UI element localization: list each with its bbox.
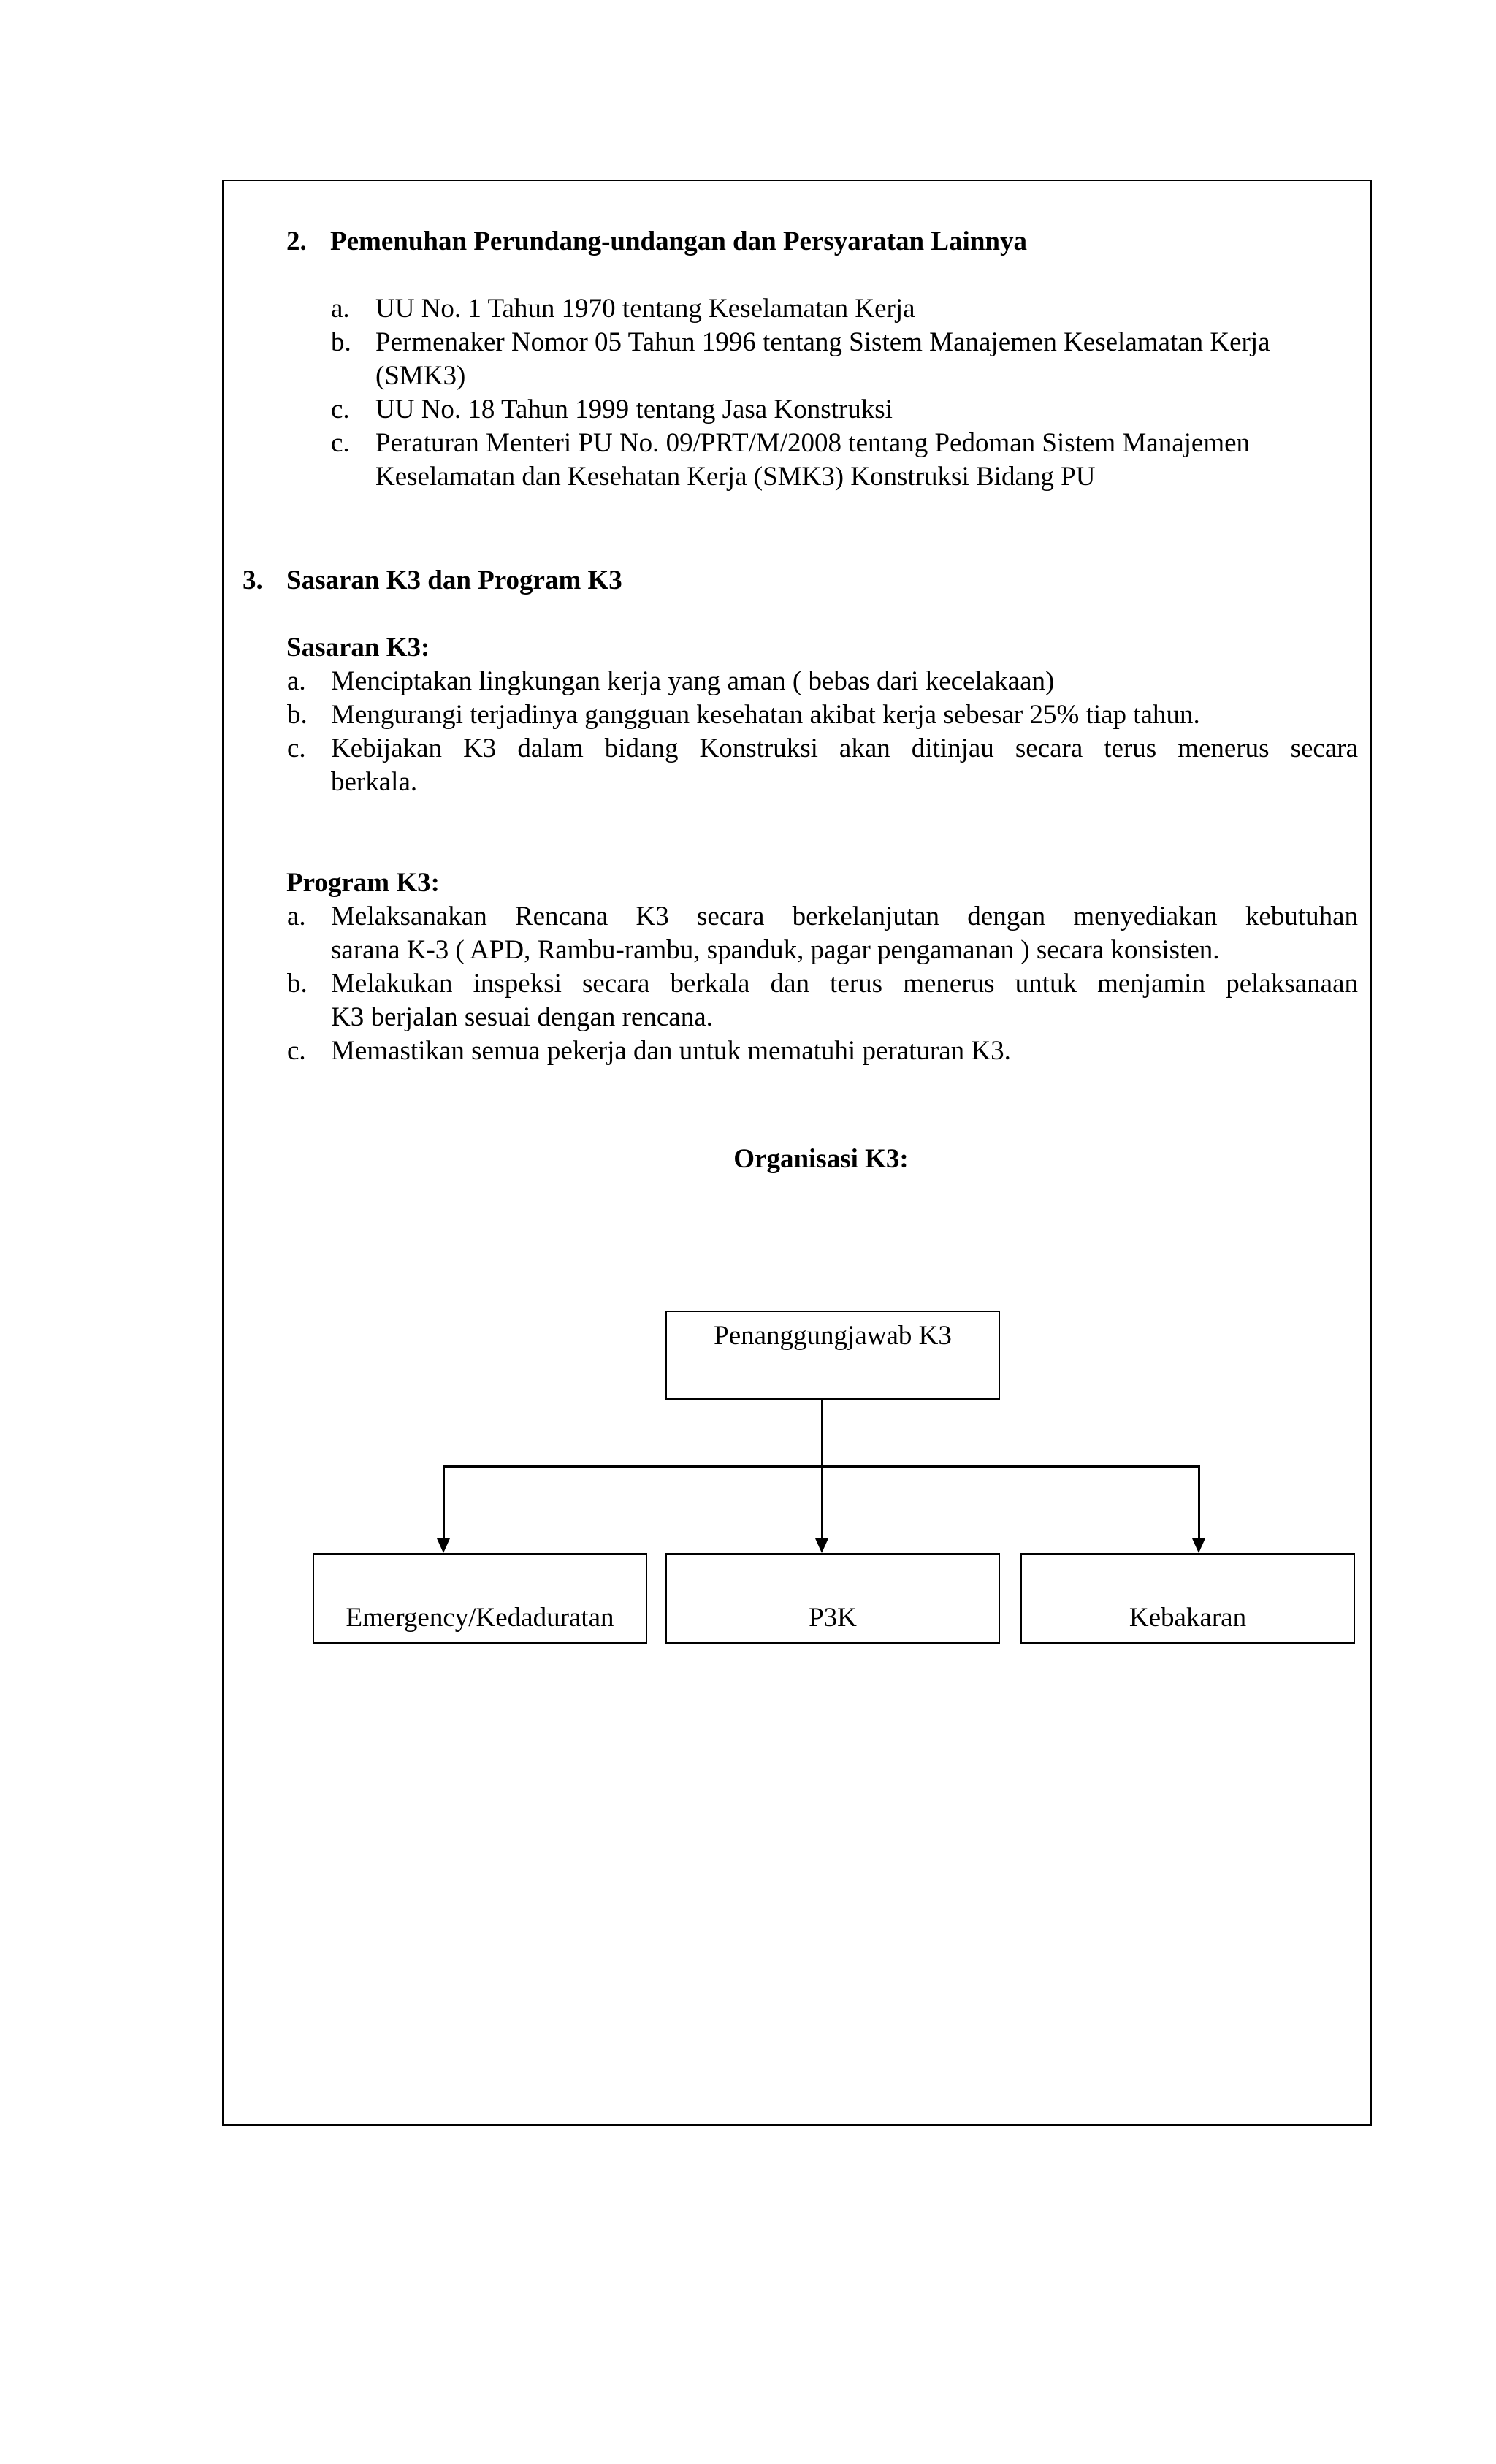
connector-line — [1198, 1465, 1200, 1540]
list-item-continuation: (SMK3) — [375, 361, 466, 391]
org-box-p3k — [665, 1553, 1000, 1644]
list-item: UU No. 18 Tahun 1999 tentang Jasa Konstruksi — [375, 394, 893, 424]
arrow-down-icon — [1192, 1538, 1205, 1553]
list-marker: c. — [287, 733, 306, 763]
list-item: Mengurangi terjadinya gangguan kesehatan akibat kerja sebesar 25% tiap tahun. — [331, 700, 1200, 730]
list-marker: c. — [287, 1036, 306, 1066]
org-box-penanggungjawab — [665, 1311, 1000, 1400]
section-2-heading: Pemenuhan Perundang-undangan dan Persyaratan Lainnya — [330, 226, 1027, 256]
org-box-label: Kebakaran — [1129, 1603, 1247, 1633]
section-3-number: 3. — [243, 565, 263, 595]
sasaran-heading: Sasaran K3: — [286, 633, 430, 663]
list-item-continuation: berkala. — [331, 767, 418, 797]
list-item: Melaksanakan Rencana K3 secara berkelanjutan dengan menyediakan kebutuhan — [331, 901, 1358, 931]
list-marker: c. — [331, 394, 350, 424]
organisasi-heading: Organisasi K3: — [733, 1144, 909, 1174]
list-marker: b. — [287, 969, 308, 999]
list-marker: a. — [331, 294, 350, 324]
connector-line — [821, 1465, 823, 1540]
arrow-down-icon — [815, 1538, 828, 1553]
list-item-continuation: sarana K-3 ( APD, Rambu-rambu, spanduk, pagar pengamanan ) secara konsisten. — [331, 935, 1220, 965]
list-item: Kebijakan K3 dalam bidang Konstruksi akan ditinjau secara terus menerus secara — [331, 733, 1358, 763]
connector-line — [821, 1400, 823, 1467]
list-marker: c. — [331, 428, 350, 458]
section-2-number: 2. — [286, 226, 307, 256]
list-item: Peraturan Menteri PU No. 09/PRT/M/2008 tentang Pedoman Sistem Manajemen — [375, 428, 1251, 458]
list-item-continuation: K3 berjalan sesuai dengan rencana. — [331, 1002, 713, 1032]
arrow-down-icon — [437, 1538, 450, 1553]
connector-line — [443, 1465, 445, 1540]
list-item-continuation: Keselamatan dan Kesehatan Kerja (SMK3) Konstruksi Bidang PU — [375, 462, 1096, 492]
list-item: Memastikan semua pekerja dan untuk mematuhi peraturan K3. — [331, 1036, 1011, 1066]
org-box-label: Emergency/Kedaduratan — [346, 1603, 614, 1633]
list-marker: a. — [287, 901, 306, 931]
list-marker: a. — [287, 666, 306, 696]
org-box-label: Penanggungjawab K3 — [714, 1321, 952, 1351]
list-item: UU No. 1 Tahun 1970 tentang Keselamatan Kerja — [375, 294, 915, 324]
list-item: Menciptakan lingkungan kerja yang aman ( bebas dari kecelakaan) — [331, 666, 1055, 696]
list-marker: b. — [287, 700, 308, 730]
org-box-label: P3K — [809, 1603, 857, 1633]
list-item: Permenaker Nomor 05 Tahun 1996 tentang Sistem Manajemen Keselamatan Kerja — [375, 327, 1270, 357]
program-heading: Program K3: — [286, 868, 440, 898]
list-marker: b. — [331, 327, 351, 357]
org-box-kebakaran — [1020, 1553, 1355, 1644]
list-item: Melakukan inspeksi secara berkala dan terus menerus untuk menjamin pelaksanaan — [331, 969, 1358, 999]
section-3-heading: Sasaran K3 dan Program K3 — [286, 565, 622, 595]
org-box-emergency — [313, 1553, 647, 1644]
